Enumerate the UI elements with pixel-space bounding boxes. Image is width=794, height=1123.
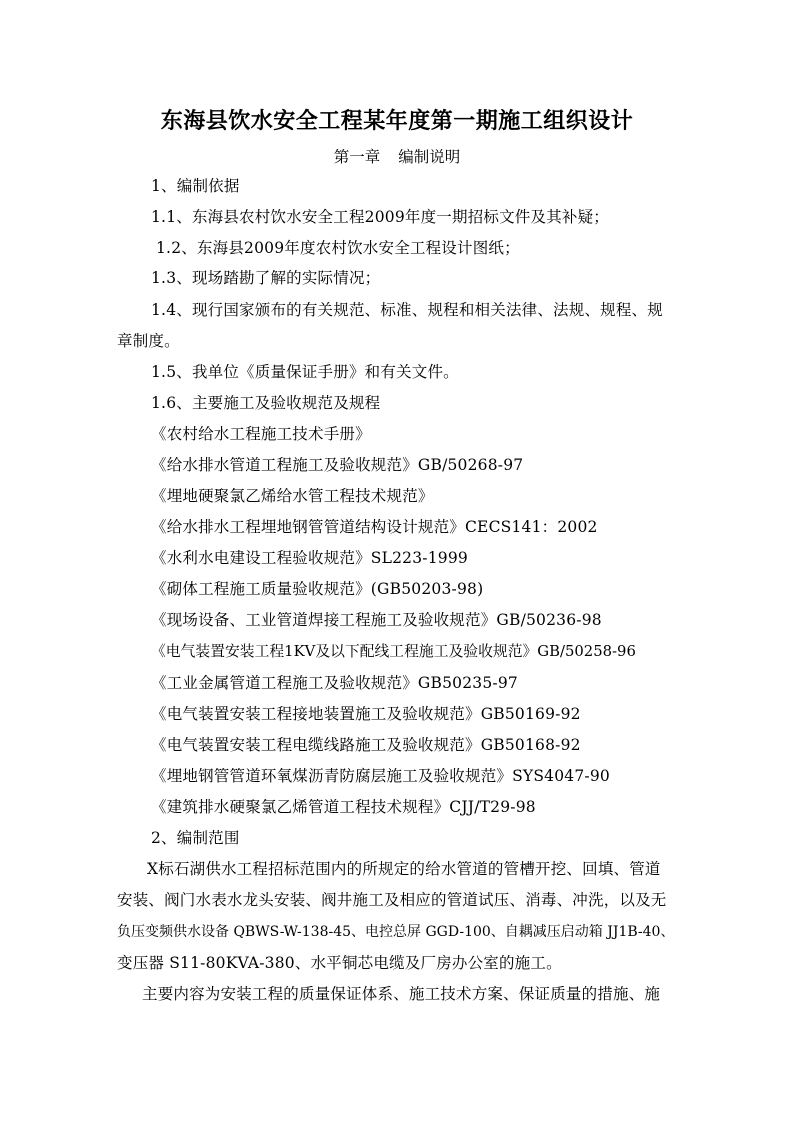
scope-paragraph-line: 安装、阀门水表水龙头安装、阀井施工及相应的管道试压、消毒、冲洗，以及无 (117, 891, 667, 909)
section-heading-basis: 1、编制依据 (151, 177, 240, 195)
basis-item: 1.3、现场踏勘了解的实际情况； (151, 269, 381, 287)
standard-item: 《农村给水工程施工技术手册》 (151, 425, 371, 443)
scope-paragraph-line: 负压变频供水设备 QBWS-W-138-45、电控总屏 GGD-100、自耦减压启动箱 JJ1B-40、 (117, 924, 675, 940)
basis-item: 1.1、东海县农村饮水安全工程2009年度一期招标文件及其补疑； (151, 208, 609, 226)
standard-item: 《电气装置安装工程电缆线路施工及验收规范》GB50168-92 (151, 736, 581, 754)
chapter-name: 编制说明 (398, 148, 461, 166)
document-title: 东海县饮水安全工程某年度第一期施工组织设计 (160, 108, 634, 134)
basis-item: 1.4、现行国家颁布的有关规范、标准、规程和相关法律、法规、规程、规 (151, 301, 663, 319)
standard-item: 《埋地钢管管道环氧煤沥青防腐层施工及验收规范》SYS4047-90 (151, 767, 610, 785)
standard-item: 《给水排水管道工程施工及验收规范》GB/50268-97 (151, 456, 524, 474)
basis-item: 章制度。 (117, 332, 180, 350)
chapter-heading (0, 145, 794, 167)
chapter-number: 第一章 (333, 148, 381, 166)
standard-item: 《电气装置安装工程1KV及以下配线工程施工及验收规范》GB/50258-96 (151, 643, 636, 660)
basis-item: 1.5、我单位《质量保证手册》和有关文件。 (151, 363, 459, 381)
content-paragraph-line: 主要内容为安装工程的质量保证体系、施工技术方案、保证质量的措施、施 (142, 985, 661, 1003)
standard-item: 《水利水电建设工程验收规范》SL223-1999 (151, 549, 468, 567)
standard-item: 《砌体工程施工质量验收规范》(GB50203-98) (151, 580, 484, 598)
basis-item: 1.6、主要施工及验收规范及规程 (151, 394, 381, 412)
scope-paragraph-line: 变压器 S11-80KVA-380、水平铜芯电缆及厂房办公室的施工。 (117, 954, 562, 972)
standard-item: 《埋地硬聚氯乙烯给水管工程技术规范》 (151, 487, 434, 505)
standard-item: 《给水排水工程埋地钢管管道结构设计规范》CECS141：2002 (151, 518, 598, 536)
section-heading-scope: 2、编制范围 (151, 829, 240, 847)
standard-item: 《电气装置安装工程接地装置施工及验收规范》GB50169-92 (151, 705, 581, 723)
scope-paragraph-line: Ⅹ标石湖供水工程招标范围内的所规定的给水管道的管槽开挖、回填、管道 (147, 860, 661, 878)
basis-item: 1.2、东海县2009年度农村饮水安全工程设计图纸； (156, 239, 520, 257)
standard-item: 《工业金属管道工程施工及验收规范》GB50235-97 (151, 674, 518, 692)
standard-item: 《建筑排水硬聚氯乙烯管道工程技术规程》CJJ/T29-98 (151, 798, 536, 816)
standard-item: 《现场设备、工业管道焊接工程施工及验收规范》GB/50236-98 (151, 611, 602, 629)
